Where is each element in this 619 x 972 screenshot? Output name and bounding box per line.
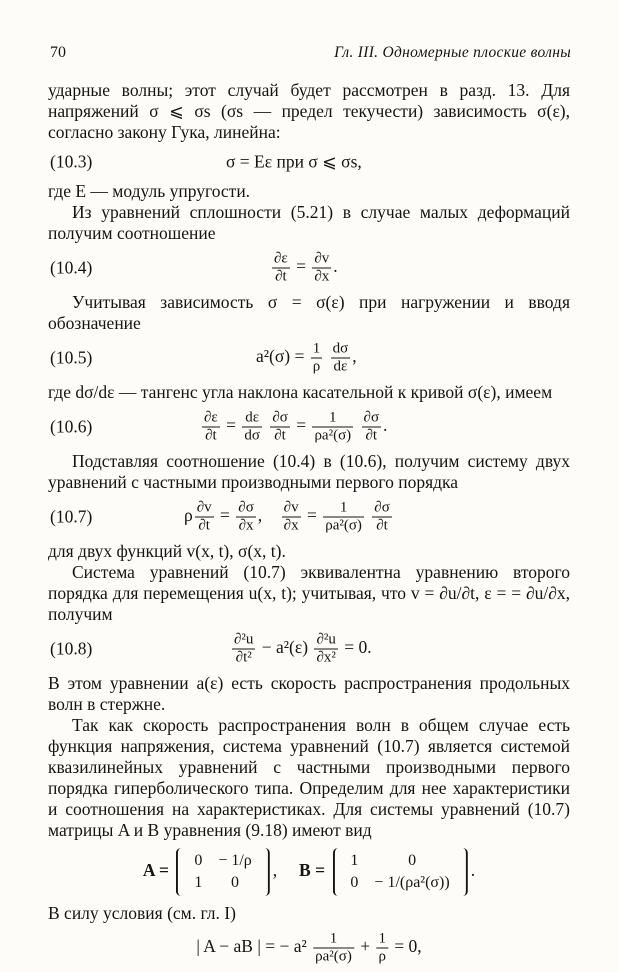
formula: $\frac{\partial\varepsilon}{\partial t}$ = $\frac{d\varepsilon}{d\sigma}$ $\frac{\partial\sigma}{\partial t}$ = $\frac{1}{\text{ρa²(σ)}}$ $\frac{\partial\sigma}{\partial t}$ . bbox=[204, 409, 388, 444]
equation-10-4 bbox=[48, 244, 570, 292]
equation-number: (10.7) bbox=[50, 506, 93, 527]
fraction: $\frac{1}{\rho}$ bbox=[312, 340, 321, 375]
characteristic-equation bbox=[48, 924, 570, 972]
equation-10-5 bbox=[48, 334, 570, 382]
formula: ρ $\frac{\partial v}{\partial t}$ = $\frac{\partial\sigma}{\partial x}$ , $\frac{\partial v}{\partial x}$ = $\frac{1}{\text{ρa²(σ)}}$ $\frac{\partial\sigma}{\partial t}$ bbox=[184, 499, 390, 534]
fraction: $\frac{d\sigma}{d\varepsilon}$ bbox=[332, 340, 349, 375]
equation-10-3 bbox=[48, 143, 570, 181]
equation-number: (10.3) bbox=[50, 151, 93, 172]
formula: σ = Eε при σ ⩽ σs, bbox=[226, 151, 362, 172]
paragraph: Так как скорость распространения волн в общем случае есть функция напряжения, система уравнений (10.7) является системой квазилинейных уравнений с частными производными первого порядка гиперболического типа. Определим для нее характеристики и соотношения на характеристиках. Для системы уравнений (10.7) матрицы A и B уравнения (9.18) имеют вид bbox=[48, 715, 570, 840]
formula: $\frac{\partial\varepsilon}{\partial t}$ = $\frac{\partial v}{\partial x}$ . bbox=[274, 250, 338, 285]
matrix-a: 0 − 1/ρ 1 0 bbox=[176, 848, 269, 896]
page-header bbox=[50, 44, 571, 66]
equation-10-8 bbox=[48, 625, 570, 673]
equation-10-6 bbox=[48, 403, 570, 451]
page-body bbox=[48, 80, 570, 972]
paragraph: В этом уравнении a(ε) есть скорость распространения продольных волн в стержне. bbox=[48, 673, 570, 714]
paragraph: Учитывая зависимость σ = σ(ε) при нагружении и вводя обозначение bbox=[48, 292, 570, 333]
formula: A = 0 − 1/ρ 1 0 , B = 1 0 0 − 1/(ρa²(σ)) . bbox=[143, 848, 475, 896]
formula: $\frac{\text{∂²u}}{\text{∂t²}}$ − a²(ε) $\frac{\text{∂²u}}{\text{∂x²}}$ = 0. bbox=[234, 631, 372, 666]
equation-number: (10.6) bbox=[50, 416, 93, 437]
paragraph: В силу условия (см. гл. I) bbox=[48, 903, 236, 923]
matrix-b: 1 0 0 − 1/(ρa²(σ)) bbox=[332, 848, 467, 896]
fraction: $\frac{\partial\varepsilon}{\partial t}$ bbox=[274, 250, 288, 285]
paragraph: ударные волны; этот случай будет рассмотрен в разд. 13. Для напряжений σ ⩽ σs (σs — предел текучести) зависимость σ(ε), согласно закону Гука, линейна: bbox=[48, 80, 570, 142]
formula: a²(σ) = $\frac{1}{\rho}$ $\frac{d\sigma}{d\varepsilon}$ , bbox=[256, 340, 357, 375]
matrix-equation bbox=[48, 841, 570, 903]
paragraph: Система уравнений (10.7) эквивалентна уравнению второго порядка для перемещения u(x, t); учитывая, что v = ∂u/∂t, ε = = ∂u/∂x, получим bbox=[48, 562, 570, 624]
paragraph: где E — модуль упругости. bbox=[48, 181, 251, 201]
equation-10-7 bbox=[48, 493, 570, 541]
page-number: 70 bbox=[50, 44, 66, 61]
equation-number: (10.8) bbox=[50, 638, 93, 659]
paragraph: для двух функций v(x, t), σ(x, t). bbox=[48, 541, 286, 561]
paragraph: Из уравнений сплошности (5.21) в случае малых деформаций получим соотношение bbox=[48, 202, 570, 243]
running-head: Гл. III. Одномерные плоские волны bbox=[334, 44, 571, 61]
formula: | A − aB | = − a² $\frac{1}{\text{ρa²(σ)}}$ + $\frac{1}{\rho}$ = 0, bbox=[196, 930, 422, 965]
paragraph: Подставляя соотношение (10.4) в (10.6), получим систему двух уравнений с частными производными первого порядка bbox=[48, 451, 570, 492]
equation-number: (10.4) bbox=[50, 257, 93, 278]
fraction: $\frac{\partial v}{\partial x}$ bbox=[314, 250, 330, 285]
paragraph: где dσ/dε — тангенс угла наклона касательной к кривой σ(ε), имеем bbox=[48, 382, 553, 402]
equation-number: (10.5) bbox=[50, 347, 93, 368]
